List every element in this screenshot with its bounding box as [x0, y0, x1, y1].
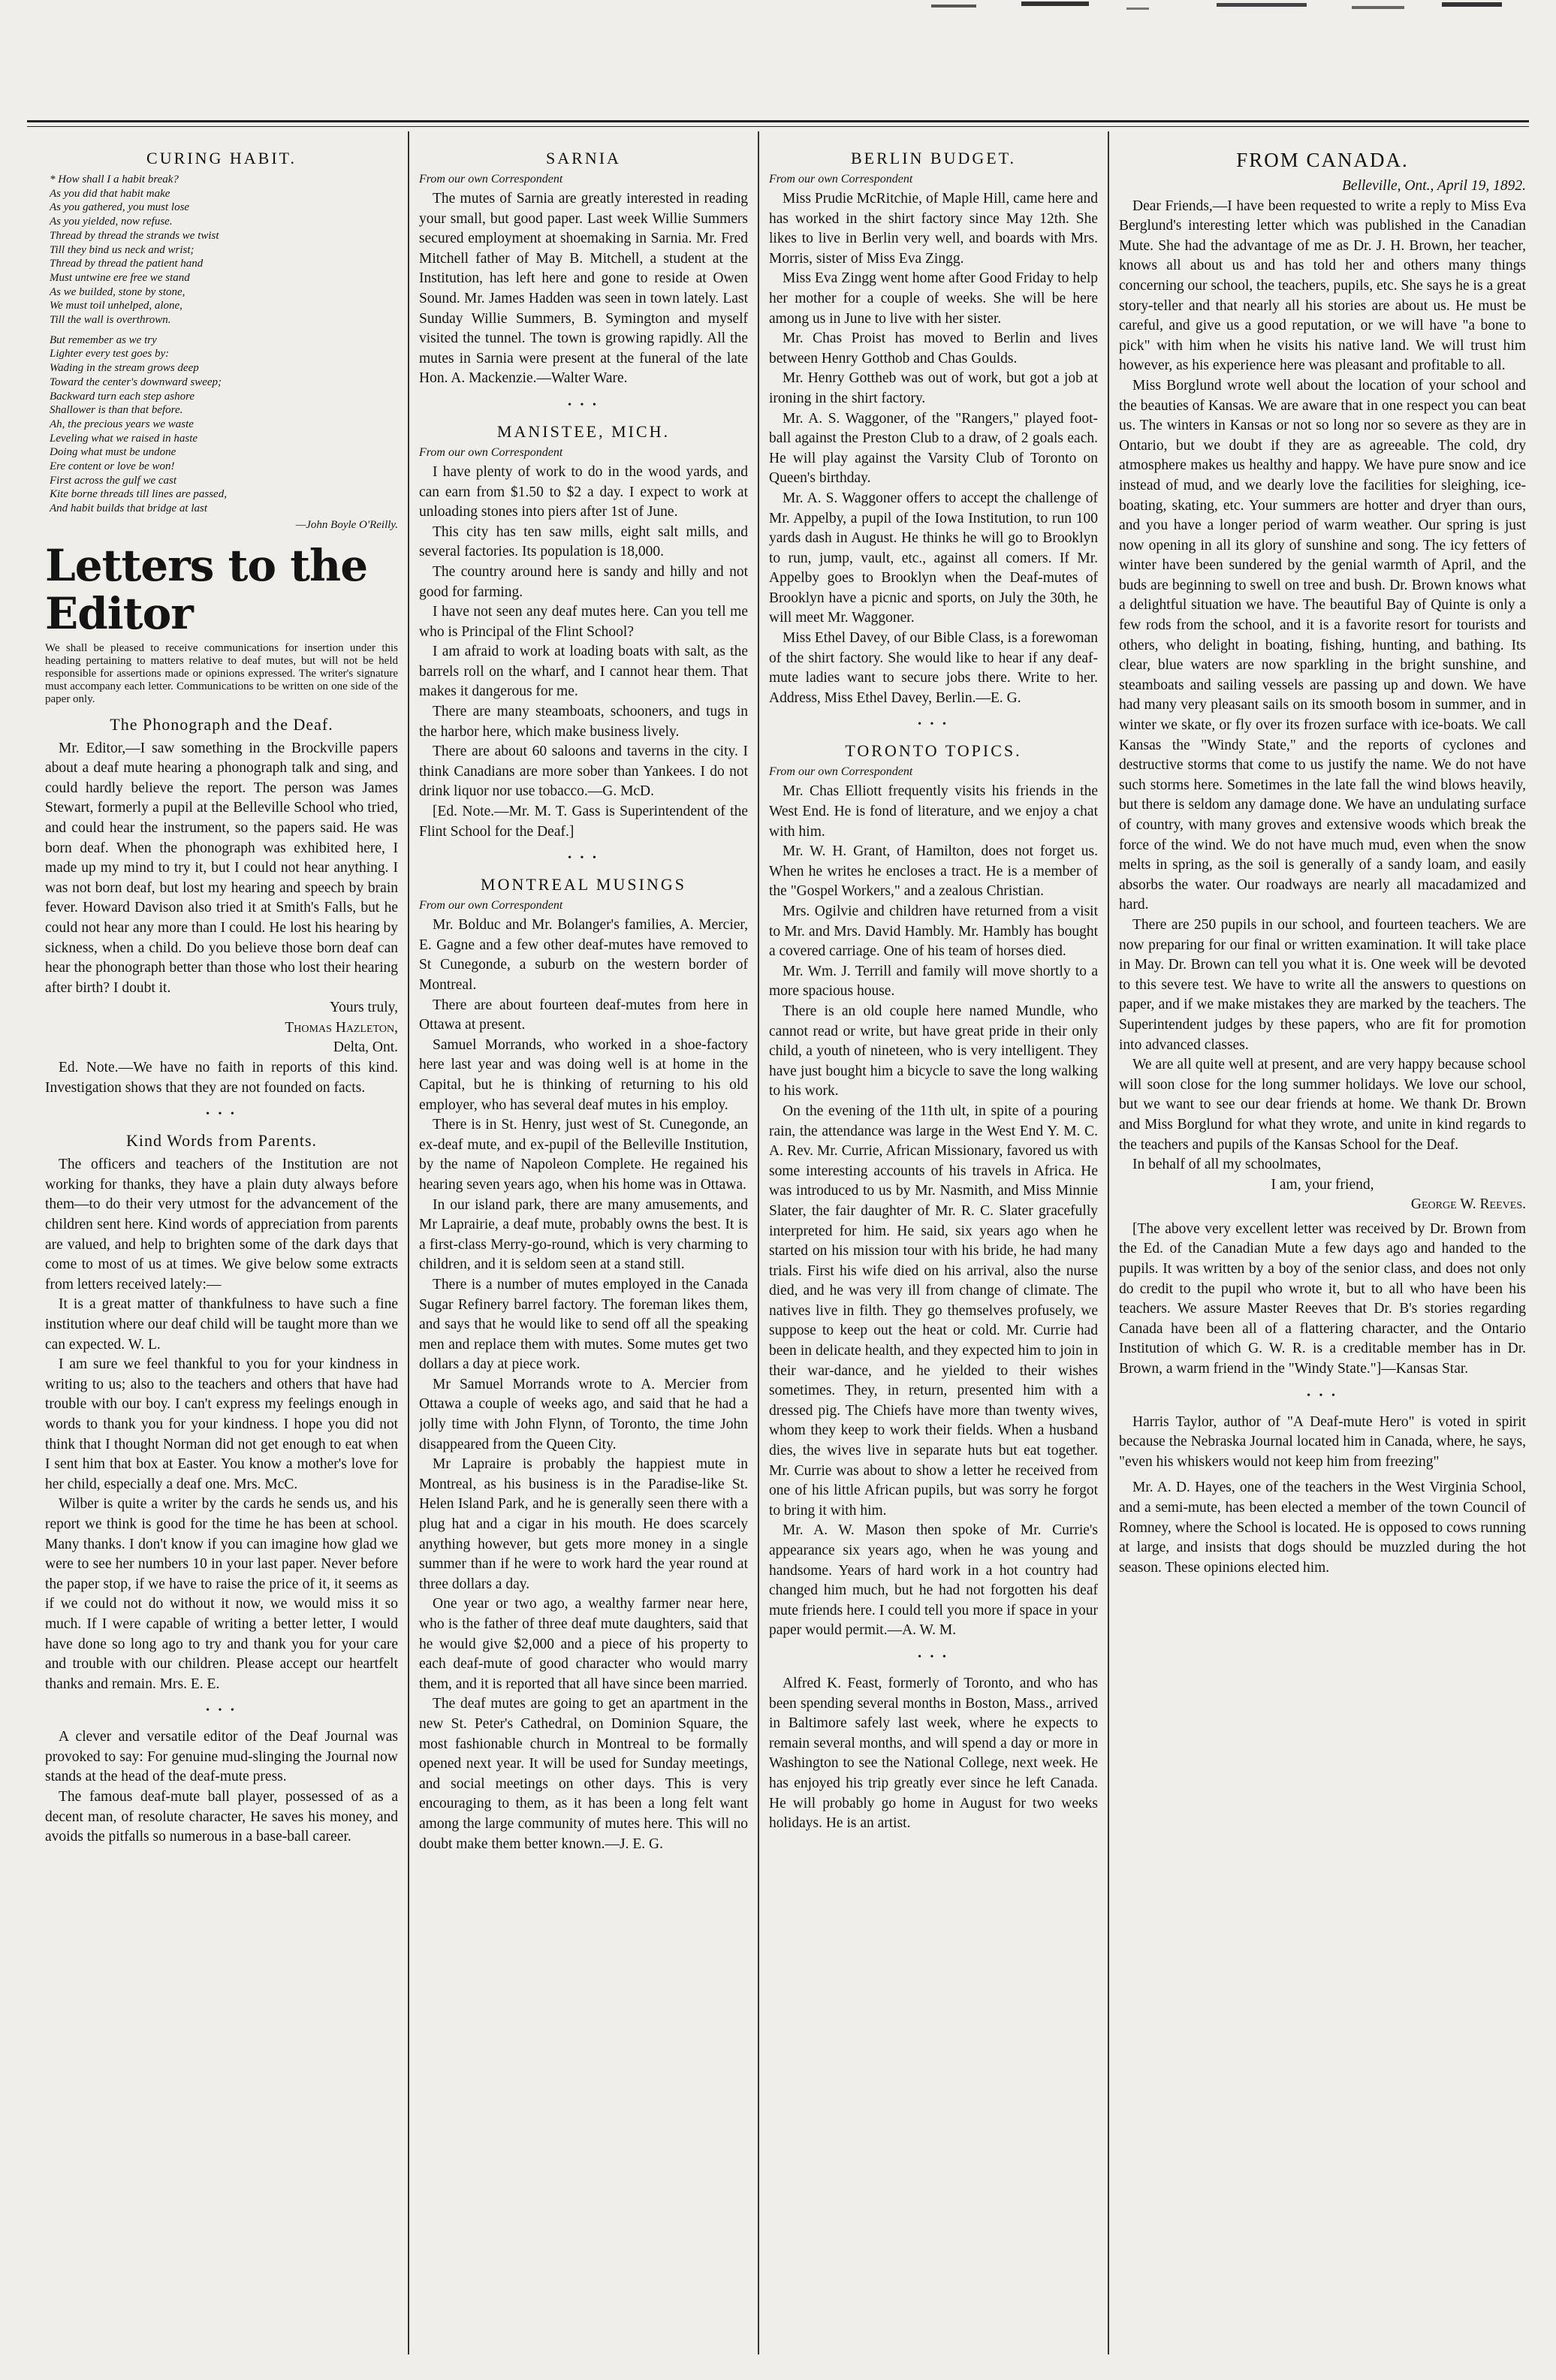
paragraph: Mr. A. W. Mason then spoke of Mr. Currie's appearance six years ago, when he was young and handsome. Years of hard work in a hot country had changed him much, but he had not forgotten his deaf mute friends here. I could tell you more if space in your paper would permit.—A. W. M. — [769, 1522, 1098, 1639]
poem-line: Leveling what we raised in haste — [50, 432, 198, 445]
signature: Thomas Hazleton, — [285, 1019, 398, 1036]
column-separator — [408, 131, 409, 2354]
poem-line: But remember as we try — [50, 333, 157, 346]
paragraph: It is a great matter of thankfulness to have such a fine institution where our deaf child will be taught more than we can expected. W. L. — [45, 1296, 398, 1353]
column-separator — [758, 131, 759, 2354]
dateline: Belleville, Ont., April 19, 1892. — [1342, 178, 1526, 194]
poem-line: Backward turn each step ashore — [50, 390, 195, 403]
paragraph: This city has ten saw mills, eight salt mills, and several factories. Its population is 18,000. — [419, 523, 748, 560]
paragraph: Mr Samuel Morrands wrote to A. Mercier from Ottawa a couple of weeks ago, and said that he had a jolly time with John Flynn, of Toronto, the time John disappeared from the Queen City. — [419, 1376, 748, 1452]
paragraph: Mr. Chas Elliott frequently visits his friends in the West End. He is fond of literature, and we enjoy a chat with him. — [769, 783, 1098, 840]
column-4 — [1119, 140, 1526, 2355]
paragraph: I am afraid to work at loading boats with salt, as the barrels roll on the wharf, and I cannot hear them. That makes it dangerous for me. — [419, 644, 748, 700]
correspondent-line: From our own Correspondent — [769, 765, 913, 779]
letters-banner: Letters to the Editor — [45, 539, 368, 639]
paragraph: The officers and teachers of the Institution are not working for thanks, they have a plain duty always before them—to do their very utmost for the advancement of the children sent here. Kind words of appreciation from parents are valued, and help to brighten some of the dark days that come to most of us at times. We give below some extracts from letters received lately:— — [45, 1157, 398, 1293]
column-2 — [419, 140, 748, 2355]
correspondent-line: From our own Correspondent — [419, 445, 563, 459]
divider: • • • — [918, 1651, 949, 1663]
scan-specks — [901, 0, 1517, 30]
paragraph: In our island park, there are many amusements, and Mr Laprairie, a deaf mute, probably owns the best. It is a first-class Merry-go-round, which is very charming to children, and it is seldom seen at a stand still. — [419, 1196, 748, 1273]
editor-note: Ed. Note.—We have no faith in reports of this kind. Investigation shows that they are not founded on facts. — [45, 1060, 398, 1096]
correspondent-line: From our own Correspondent — [769, 173, 913, 186]
article-title: TORONTO TOPICS. — [845, 741, 1022, 761]
divider: • • • — [206, 1109, 237, 1121]
article-title: CURING HABIT. — [146, 149, 297, 167]
poem-line: * How shall I a habit break? — [50, 173, 179, 186]
poem-line: As you did that habit make — [50, 187, 170, 200]
closing: Yours truly, — [329, 1000, 398, 1016]
paragraph: Mr Lapraire is probably the happiest mute in Montreal, as his business is in the Paradise-like St. Helen Island Park, and he is generally seen there with a plug hat and a cigar in his mouth. He does scarcely anything however, but gets more money in a single summer than if he were to work hard the year round at three dollars a day. — [419, 1456, 748, 1592]
paragraph: The famous deaf-mute ball player, possessed of as a decent man, of resolute character, He saves his money, and avoids the pitfalls so numerous in a base-ball career. — [45, 1789, 398, 1845]
place: Delta, Ont. — [333, 1039, 398, 1056]
paragraph: There is a number of mutes employed in the Canada Sugar Refinery barrel factory. The foreman likes them, and says that he would like to send off all the speaking men and replace them with mutes. Some mutes get two dollars a day at piece work. — [419, 1276, 748, 1373]
paragraph: Miss Borglund wrote well about the location of your school and the beauties of Kansas. We are aware that in one respect you can beat us. The winters in Kansas or not so long nor so severe as they are in Ontario, but we doubt if they are as agreeable. The cold, dry atmosphere makes us healthy and happy. We have pure snow and ice instead of mud, and we dearly love the facilities for sleighing, ice-boating, skating, etc. Your summers are hotter and dryer than ours, and you have a longer period of warm weather. Our spring is just now opening in all its glory of sunshine and song. The icy fetters of winter have been sundered by the genial warmth of April, and the buds are beginning to swell on tree and bush. Dr. Brown knows what a delightful situation we have. The beautiful Bay of Quinte is only a few rods from the school, and it is a favorite resort for tourists and others, who delight in boating, fishing, hunting, and bathing. Its clear, blue waters are now sparkling in the bright sunshine, and steamboats and sailing vessels are passing up and down. We have had many very pleasant sails on its smooth bosom in summer, and in winter we skate, or fly over its frozen surface with ice-boats. We call Kansas the "Windy State," and the reports of cyclones and destructive storms that come to us justify the name. We do not have such storms here. Sometimes in the late fall the wind blows heavily, but there is seldom any damage done. We have an undulating surface of country, with many groves and extensive woods which break the force of the wind. We do not have much mud, even when the snow melts in spring, as the soil is generally of a sandy loam, and easily absorbs the water. Our roadways are nearly all macadamized and hard. — [1119, 377, 1526, 913]
poem-line: As you gathered, you must lose — [50, 201, 190, 214]
paragraph: There are about 60 saloons and taverns in the city. I think Canadians are more sober than Yankees. I do not drink liquor nor use tobacco.—G. McD. — [419, 744, 748, 800]
paragraph: Dear Friends,—I have been requested to write a reply to Miss Eva Berglund's interesting letter which was published in the Canadian Mute. She had the advantage of me as Dr. J. H. Brown, her teacher, knows all about us and has told her and others many things concerning our school, the teachers, pupils, etc. She says he is a great story-teller and that nearly all his stories are about us. He must be careful, and give us a good reputation, or we will have "a bone to pick" with him when he visits his native land. We will trust him however, as his experience here was pleasant and profitable to all. — [1119, 198, 1526, 374]
correspondent-line: From our own Correspondent — [419, 899, 563, 912]
paragraph: The country around here is sandy and hilly and not good for farming. — [419, 563, 748, 600]
divider: • • • — [918, 719, 949, 731]
paragraph: Harris Taylor, author of "A Deaf-mute Hero" is voted in spirit because the Nebraska Journal located him in Canada, where, he says, "even his whiskers would not keep him from freezing" — [1119, 1413, 1526, 1470]
paragraph: Mr. Editor,—I saw something in the Brockville papers about a deaf mute hearing a phonograph talk and sing, and could hardly believe the report. The person was James Stewart, formerly a pupil at the Belleville School who tried, and could hear the instrument, so the papers said. He was born deaf. When the phonograph was exhibited here, I made up my mind to try it, but I could not hear anything. I was not born deaf, but lost my hearing and speech by brain fever. Howard Davison also tried it at Smith's Falls, but he could not hear any more than I could. He lost his hearing by sickness, when a child. Do you believe those born deaf can hear the phonograph better than those who lost their hearing after birth? I doubt it. — [45, 740, 398, 996]
paragraph: Mr. Chas Proist has moved to Berlin and lives between Henry Gotthob and Chas Goulds. — [769, 330, 1098, 367]
paragraph: Wilber is quite a writer by the cards he sends us, and his report we think is good for the time he has been at school. Many thanks. I don't know if you can imagine how glad we were to see her numbers 10 in your last paper. Never before the paper stop, if we have to raise the price of it, it seems as if we could not do without it now, we would miss it so much. If I were capable of writing a better letter, I would have done so long ago to try and thank you for your care and trouble with our children. Please accept our heartfelt thanks and remain. Mrs. E. E. — [45, 1496, 398, 1692]
divider: • • • — [1307, 1389, 1338, 1401]
poem-line: We must toil unhelped, alone, — [50, 300, 182, 312]
poem-author: —John Boyle O'Reilly. — [295, 518, 398, 531]
poem-line: Ah, the precious years we waste — [50, 418, 194, 430]
paragraph: Mr. A. S. Waggoner, of the "Rangers," played foot-ball against the Preston Club to a draw, of 2 goals each. He will play against the Varsity Club of Toronto on Queen's birthday. — [769, 410, 1098, 487]
paragraph: Mr. W. H. Grant, of Hamilton, does not forget us. When he writes he encloses a tract. He is a member of the "Gospel Workers," and a zealous Christian. — [769, 843, 1098, 900]
paragraph: In behalf of all my schoolmates, — [1132, 1157, 1322, 1173]
article-title: MONTREAL MUSINGS — [481, 875, 686, 894]
paragraph: There is in St. Henry, just west of St. Cunegonde, an ex-deaf mute, and ex-pupil of the Belleville Institution, by the name of Napoleon Complete. He regained his hearing seven years ago, when his home was in Ottawa. — [419, 1117, 748, 1193]
column-separator — [1108, 131, 1109, 2354]
editor-note: [The above very excellent letter was received by Dr. Brown from the Ed. of the Canadian Mute a few days ago and handed to the pupils. It was written by a boy of the senior class, and does not only do credit to the pupil who wrote it, but to all who have been his teachers. We assure Master Reeves that Dr. B's stories regarding Canada have been all of a flattering character, and the Ontario Institution of which G. W. R. is a creditable member has in Dr. Brown, a warm friend in the "Windy State."]—Kansas Star. — [1119, 1220, 1526, 1377]
poem-line: Kite borne threads till lines are passed, — [50, 488, 227, 501]
paragraph: Mr. Henry Gottheb was out of work, but got a job at ironing in the shirt factory. — [769, 370, 1098, 406]
paragraph: I have plenty of work to do in the wood yards, and can earn from $1.50 to $2 a day. I expect to work at unloading stones into piers after 1st of June. — [419, 463, 748, 520]
paragraph: Mr. A. S. Waggoner offers to accept the challenge of Mr. Appelby, a pupil of the Iowa Institution, to run 100 yards dash in August. He thinks he will go to Brooklyn to run, jump, vault, etc., against all comers. If Mr. Appelby goes to Brooklyn when the Deaf-mutes of Brooklyn have a picnic and sports, on July the 30th, he will meet Mr. Waggoner. — [769, 490, 1098, 626]
paragraph: A clever and versatile editor of the Deaf Journal was provoked to say: For genuine mud-slinging the Journal now stands at the head of the deaf-mute press. — [45, 1729, 398, 1785]
article-title: MANISTEE, MICH. — [496, 421, 671, 441]
paragraph: The mutes of Sarnia are greatly interested in reading your small, but good paper. Last week Willie Summers secured employment at shoemaking in Sarnia. Mr. Fred Mitchell father of May B. Mitchell, a student at the Institution, has left here and gone to reside at Owen Sound. Mr. James Hadden was seen in town lately. Last Sunday Willie Summers, B. Symington and myself visited the tunnel. The town is growing rapidly. All the mutes in Sarnia were present at the funeral of the late Hon. A. Mackenzie.—Walter Ware. — [419, 191, 748, 387]
paragraph: There are 250 pupils in our school, and fourteen teachers. We are now preparing for our final or written examination. It will take place in May. Dr. Brown can tell you what it is. One week will be devoted to this severe test. We have to write all the answers to questions on paper, and if we make mistakes they are marked by the teachers. The Superintendent judges by these papers, who are fit for promotion into advanced classes. — [1119, 916, 1526, 1053]
paragraph: Mrs. Ogilvie and children have returned from a visit to Mr. and Mrs. David Hambly. Mr. Hambly has bought a covered carriage. One of his team of horses died. — [769, 903, 1098, 960]
column-3 — [769, 140, 1098, 2355]
poem — [45, 173, 398, 532]
correspondent-line: From our own Correspondent — [419, 173, 563, 186]
poem-line: As we builded, stone by stone, — [50, 285, 185, 298]
paragraph: On the evening of the 11th ult, in spite of a pouring rain, the attendance was large in the West End Y. M. C. A. Rev. Mr. Currie, African Missionary, favored us with some interesting accounts of his travels in Africa. He was introduced to us by Mr. Nasmith, and Miss Minnie Slater, the fair daughter of Mr. R. C. Slater gracefully interpreted for him. He said, six years ago when he started on his mission tour with his bride, he had many trials. First his wife died on his arrival, also the nurse died, and he was very ill from change of climate. The natives live in filth. They go themselves profusely, we suppose to keep out the heat or cold. Mr. Currie had been in delicate health, and they expected him to join in their war-dance, and he yielded to their wishes sometimes. They, in return, presented him with a dressed pig. The Chiefs have more than twenty wives, whom they keep to work their fields. When a husband dies, the wives live in separate huts but eat together. Mr. Currie was about to show a letter he received from one of his little African pupils, but was sorry he forgot to bring it with him. — [769, 1103, 1098, 1519]
column-1 — [45, 140, 398, 2355]
article-title: FROM CANADA. — [1236, 149, 1409, 171]
poem-line: And habit builds that bridge at last — [50, 502, 208, 515]
signature: George W. Reeves. — [1410, 1196, 1526, 1213]
poem-line: Lighter every test goes by: — [50, 348, 170, 360]
divider: • • • — [568, 852, 599, 864]
paragraph: I am sure we feel thankful to you for your kindness in writing to us; also to the teachers and others that have had trouble with our boy. I can't express my feelings enough in words to thank you for your kindness. I hope you did not think that I thought Norman did not get enough to eat when I sent him that box at Easter. You know a mother's love for her child, especially a deaf one. Mrs. McC. — [45, 1356, 398, 1492]
article-title: Kind Words from Parents. — [125, 1131, 318, 1151]
article-title: SARNIA — [546, 149, 621, 167]
poem-line: Till they bind us neck and wrist; — [50, 243, 194, 256]
closing: I am, your friend, — [1271, 1176, 1374, 1193]
divider: • • • — [568, 399, 599, 411]
top-rule-thin — [27, 126, 1529, 127]
poem-line: Thread by thread the patient hand — [50, 258, 204, 270]
poem-line: Doing what must be undone — [50, 446, 176, 459]
article-title: BERLIN BUDGET. — [850, 149, 1017, 167]
paragraph: There is an old couple here named Mundle, who cannot read or write, but have great pride in their only child, a youth of nineteen, who is very intelligent. They have just bought him a bicycle to save the long walking to his work. — [769, 1003, 1098, 1100]
poem-line: Thread by thread the strands we twist — [50, 229, 219, 242]
top-rule — [27, 120, 1529, 122]
paragraph: The deaf mutes are going to get an apartment in the new St. Peter's Cathedral, on Dominion Square, the most fashionable church in Montreal to be formally opened next year. It will be used for Sunday meetings, and social meetings on other days. This is very encouraging to them, as it has been a long felt want among the large community of mutes here. This will no doubt make them better known.—J. E. G. — [419, 1696, 748, 1852]
paragraph: Miss Ethel Davey, of our Bible Class, is a forewoman of the shirt factory. She would like to hear if any deaf-mute ladies want to secure jobs there. Write to her. Address, Miss Ethel Davey, Berlin.—E. G. — [769, 630, 1098, 706]
paragraph: We are all quite well at present, and are very happy because school will soon close for the long summer holidays. We love our school, but we want to see our dear friends at home. We thank Dr. Brown and Miss Borglund for what they wrote, and unite in kind regards to the teachers and pupils of the Kansas School for the Deaf. — [1119, 1057, 1526, 1153]
poem-line: As you yielded, now refuse. — [50, 216, 173, 228]
paragraph: Miss Eva Zingg went home after Good Friday to help her mother for a couple of weeks. She will be here among us in June to live with her sister. — [769, 270, 1098, 327]
poem-line: Toward the center's downward sweep; — [50, 376, 222, 388]
paragraph: Miss Prudie McRitchie, of Maple Hill, came here and has worked in the shirt factory since May 12th. She likes to live in Berlin very well, and boards with Mrs. Morris, sister of Miss Eva Zingg. — [769, 191, 1098, 267]
letters-notice: We shall be pleased to receive communications for insertion under this heading pertaining to matters relative to deaf mutes, but will not be held responsible for assertions made or opinions expressed. The writer's signature must accompany each letter. Communications to be written on one side of the paper only. — [45, 641, 398, 705]
paragraph: Mr. Bolduc and Mr. Bolanger's families, A. Mercier, E. Gagne and a few other deaf-mutes have removed to St Cunegonde, a suburb on the western border of Montreal. — [419, 917, 748, 993]
poem-line: Must untwine ere free we stand — [50, 271, 190, 284]
paragraph: There are about fourteen deaf-mutes from here in Ottawa at present. — [419, 997, 748, 1033]
paragraph: Alfred K. Feast, formerly of Toronto, and who has been spending several months in Boston, Mass., arrived in Baltimore safely last week, where he expects to remain several months, and will spend a day or more in Washington to see the National College, next week. He has enjoyed his trip greatly ever since he left Canada. He will probably go home in August for two weeks holidays. He is an artist. — [769, 1675, 1098, 1832]
paragraph: Mr. Wm. J. Terrill and family will move shortly to a more spacious house. — [769, 963, 1098, 1000]
divider: • • • — [206, 1705, 237, 1717]
paragraph: I have not seen any deaf mutes here. Can you tell me who is Principal of the Flint School? — [419, 604, 748, 640]
poem-line: Ere content or love be won! — [50, 460, 175, 473]
article-title: The Phonograph and the Deaf. — [110, 714, 333, 734]
poem-line: First across the gulf we cast — [50, 474, 177, 487]
editor-note: [Ed. Note.—Mr. M. T. Gass is Superintendent of the Flint School for the Deaf.] — [419, 804, 748, 840]
poem-line: Shallower is than that before. — [50, 404, 183, 417]
poem-line: Wading in the stream grows deep — [50, 362, 199, 375]
paragraph: Mr. A. D. Hayes, one of the teachers in the West Virginia School, and a semi-mute, has been elected a member of the town Council of Romney, where the School is located. He is opposed to cows running at large, and insists that dogs should be muzzled during the hot season. These opinions elected him. — [1119, 1480, 1526, 1576]
paragraph: Samuel Morrands, who worked in a shoe-factory here last year and was doing well is at home in the Capital, but he is thinking of returning to his old employer, who has several deaf mutes in his employ. — [419, 1036, 748, 1113]
paragraph: There are many steamboats, schooners, and tugs in the harbor here, which make business lively. — [419, 704, 748, 740]
paragraph: One year or two ago, a wealthy farmer near here, who is the father of three deaf mute daughters, said that he would give $2,000 and a piece of his property to each deaf-mute of good character who would marry them, and it is reported that all have since been married. — [419, 1596, 748, 1692]
poem-line: Till the wall is overthrown. — [50, 314, 171, 327]
